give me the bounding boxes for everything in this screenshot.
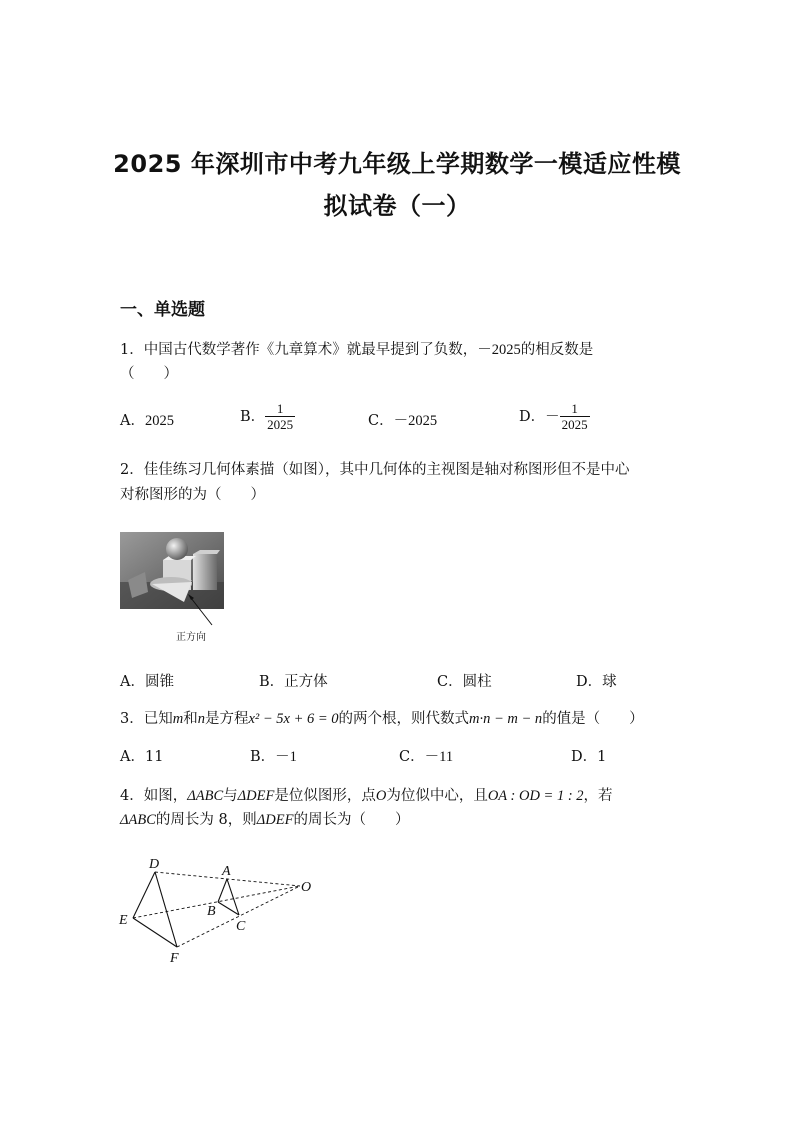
- page-title-line2: 拟试卷（一）: [323, 192, 471, 220]
- q2-option-c[interactable]: C．圆柱: [437, 674, 492, 690]
- q3-option-a[interactable]: A．11: [120, 749, 164, 765]
- q3-equation: x² − 5x + 6 = 0: [248, 711, 339, 727]
- q4-line2-triangle-abc: ΔABC: [120, 812, 156, 828]
- q4-label-e: E: [119, 913, 128, 928]
- q2-option-a[interactable]: A．圆锥: [120, 674, 174, 690]
- q3-option-b[interactable]: [250, 750, 297, 765]
- q3-option-d[interactable]: D．1: [571, 749, 607, 765]
- q1-option-c[interactable]: [368, 414, 437, 429]
- q1-stem-text-a: 1．中国古代数学著作《九章算术》就最早提到了负数，: [120, 342, 478, 358]
- q1-option-a[interactable]: [120, 414, 174, 429]
- q3-text-1: 3．已知: [120, 711, 173, 727]
- q3-text-5: 的值是（ ）: [542, 711, 644, 727]
- q4-triangle-abc: ΔABC: [187, 788, 224, 804]
- q3-text-3: 是方程: [204, 711, 249, 727]
- q3-option-c-label: C．: [399, 749, 425, 765]
- q2-option-b[interactable]: B．正方体: [259, 674, 328, 690]
- q1-option-d-fraction: [560, 402, 590, 432]
- q1-stem-number: －2025: [477, 342, 521, 358]
- q4-stem-line1: [120, 789, 613, 804]
- q3-stem: [120, 712, 644, 727]
- q4-label-c: C: [236, 919, 246, 934]
- q3-option-c[interactable]: [399, 750, 453, 765]
- q3-option-c-value: －11: [424, 749, 454, 765]
- q4-line2-text-1: 的周长为 8，则: [155, 812, 257, 828]
- q2-figure-caption: 正方向: [176, 632, 206, 643]
- q1-option-b-fraction: [265, 402, 295, 432]
- q4-label-f: F: [170, 951, 179, 966]
- q1-option-b-numerator: 1: [265, 402, 295, 417]
- q1-stem-line2: （ ）: [120, 366, 178, 382]
- q4-text-2: 与: [223, 788, 238, 804]
- q4-line2-text-2: 的周长为（ ）: [293, 812, 410, 828]
- q4-label-a: A: [222, 864, 231, 879]
- q4-stem-line2: [120, 813, 409, 828]
- q4-text-4: 为位似中心，且: [386, 788, 488, 804]
- q3-expression: m·n − m − n: [469, 711, 543, 727]
- q2-stem-line1: 2．佳佳练习几何体素描（如图），其中几何体的主视图是轴对称图形但不是中心: [120, 462, 630, 478]
- section-heading: 一、单选题: [120, 300, 205, 320]
- q1-option-d-numerator: 1: [560, 402, 590, 417]
- q3-var-m: m: [172, 711, 184, 727]
- q1-option-d[interactable]: [519, 402, 590, 432]
- q1-option-d-label: D．: [519, 408, 546, 425]
- q3-text-2: 和: [183, 711, 198, 727]
- q4-triangle-def: ΔDEF: [237, 788, 275, 804]
- q2-still-life-figure: [120, 532, 224, 642]
- q1-stem: [120, 343, 593, 358]
- q4-label-o: O: [301, 880, 312, 895]
- q1-option-d-denominator: 2025: [561, 417, 588, 432]
- q1-option-d-sign: －: [545, 408, 560, 425]
- q1-option-c-value: －2025: [393, 413, 438, 429]
- q4-homothety-figure: [115, 852, 325, 967]
- q4-text-5: ，若: [583, 788, 613, 804]
- q3-option-b-label: B．: [250, 749, 276, 765]
- q2-stem-line2: 对称图形的为（ ）: [120, 487, 265, 503]
- q1-option-b-label: B．: [240, 408, 266, 425]
- q4-line2-triangle-def: ΔDEF: [256, 812, 294, 828]
- q1-stem-text-c: 的相反数是: [520, 342, 594, 358]
- q1-option-b[interactable]: [240, 402, 295, 432]
- q3-option-b-value: －1: [275, 749, 297, 765]
- q4-label-b: B: [207, 904, 216, 919]
- q4-label-d: D: [149, 857, 160, 872]
- q4-point-o: O: [375, 788, 387, 804]
- q1-option-b-denominator: 2025: [267, 417, 294, 432]
- q3-text-4: 的两个根，则代数式: [338, 711, 470, 727]
- q2-option-d[interactable]: D．球: [576, 674, 617, 690]
- q4-text-3: 是位似图形，点: [274, 788, 376, 804]
- q1-option-a-value: 2025: [144, 413, 174, 429]
- q3-var-n: n: [197, 711, 205, 727]
- q1-option-a-label: A．: [120, 413, 145, 429]
- q4-text-1: 4．如图，: [120, 788, 188, 804]
- page-title-line1: 2025 年深圳市中考九年级上学期数学一模适应性模: [113, 150, 681, 178]
- q4-ratio: OA : OD = 1 : 2: [487, 788, 584, 804]
- q1-option-c-label: C．: [368, 413, 394, 429]
